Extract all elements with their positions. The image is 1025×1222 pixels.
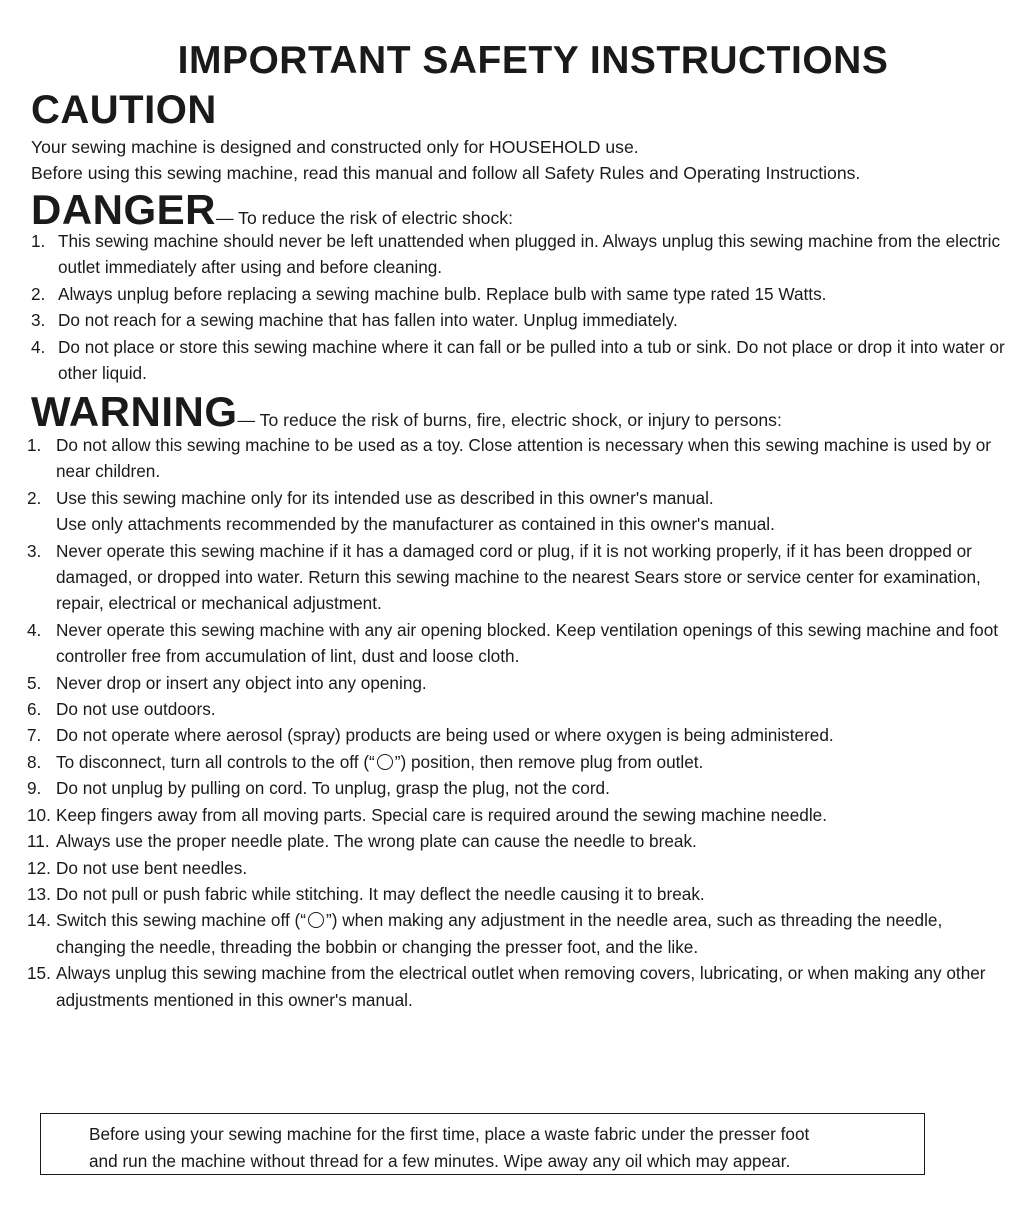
list-item [0,538,1020,617]
item-text: Do not place or store this sewing machine where it can fall or be pulled into a tub or sink. Do not place or drop it into water or other liquid. [58,336,1005,384]
warning-heading: WARNING [31,388,238,435]
item-number: 2. [27,487,42,508]
caution-heading: CAUTION [31,88,217,132]
item-text: ”) position, then remove plug from outlet. [394,751,704,772]
list-item [0,696,1020,722]
item-number: 5. [27,672,42,693]
list-item [0,228,1020,281]
item-text: Never drop or insert any object into any opening. [56,672,427,693]
item-number: 13. [27,883,51,904]
item-text: Do not unplug by pulling on cord. To unplug, grasp the plug, not the cord. [56,778,610,799]
list-item [0,432,1020,485]
item-number: 4. [27,619,42,640]
item-text: Never operate this sewing machine with any air opening blocked. Keep ventilation openings of this sewing machine and foot controller free from accumulation of lint, dust and loose cloth. [56,619,999,667]
item-text: Always unplug this sewing machine from the electrical outlet when removing covers, lubricating, or when making any other adjustments mentioned in this owner's manual. [56,963,986,1010]
list-item [0,855,1020,881]
list-item [0,670,1020,696]
item-number: 12. [27,857,51,878]
off-circle-icon [308,912,324,928]
list-item [0,907,1020,960]
list-item [0,617,1020,670]
item-text-second-line: Use only attachments recommended by the manufacturer as contained in this owner's manual. [56,514,775,535]
item-text: Do not use outdoors. [56,699,216,720]
item-number: 8. [27,751,42,772]
item-number: 1. [31,231,46,251]
item-number: 11. [27,831,50,852]
list-item [0,828,1020,854]
item-number: 2. [31,283,46,304]
item-number: 1. [27,435,42,455]
caution-text [31,134,860,186]
item-number: 14. [27,910,51,931]
item-text: Use this sewing machine only for its intended use as described in this owner's manual. [56,487,714,508]
notice-line: and run the machine without thread for a few minutes. Wipe away any oil which may appear. [89,1151,791,1171]
item-text: This sewing machine should never be left unattended when plugged in. Always unplug this sewing machine from the electric outlet immediately after using and before cleaning. [58,231,1001,278]
item-text: Always unplug before replacing a sewing machine bulb. Replace bulb with same type rated 15 Watts. [58,283,827,304]
list-item [0,881,1020,907]
item-text: To disconnect, turn all controls to the off (“ [56,751,375,772]
list-item [0,749,1020,775]
item-text: Do not use bent needles. [56,857,248,878]
list-item [0,960,1020,1013]
item-text: Always use the proper needle plate. The wrong plate can cause the needle to break. [56,831,697,852]
danger-heading-row [31,186,513,234]
list-item [0,307,1020,333]
off-circle-icon [377,754,393,770]
item-number: 10. [27,804,51,825]
page-title: IMPORTANT SAFETY INSTRUCTIONS [177,39,889,82]
first-use-notice-box [40,1113,925,1175]
item-text: Do not pull or push fabric while stitching. It may deflect the needle causing it to break. [56,883,705,904]
item-number: 7. [27,725,42,746]
caution-line: Your sewing machine is designed and constructed only for HOUSEHOLD use. [31,137,639,157]
notice-line: Before using your sewing machine for the first time, place a waste fabric under the presser foot [89,1124,810,1144]
warning-list [0,432,1020,1013]
item-number: 3. [27,540,42,561]
item-text: Do not allow this sewing machine to be used as a toy. Close attention is necessary when this sewing machine is used by or near children. [56,435,991,482]
item-text: ”) when making any adjustment in the needle area, such as threading the needle, changing the needle, threading the bobbin or changing the presser foot, and the like. [56,910,943,957]
item-number: 3. [31,310,46,331]
item-text: Never operate this sewing machine if it has a damaged cord or plug, if it is not working properly, if it has been dropped or damaged, or dropped into water. Return this sewing machine to the nearest Sears store or service center for examination, repair, electrical or mechanical adjustment. [56,540,981,614]
item-text: Keep fingers away from all moving parts. Special care is required around the sewing machine needle. [56,804,827,825]
item-text: Do not operate where aerosol (spray) products are being used or where oxygen is being administered. [56,725,834,746]
item-number: 4. [31,336,46,357]
danger-list [0,228,1020,386]
danger-subtitle: — To reduce the risk of electric shock: [216,208,513,228]
item-text: Do not reach for a sewing machine that has fallen into water. Unplug immediately. [58,310,678,331]
item-text: Switch this sewing machine off (“ [56,910,306,931]
list-item [0,485,1020,538]
item-number: 9. [27,778,42,799]
list-item [0,722,1020,748]
list-item [0,802,1020,828]
warning-heading-row [31,388,782,436]
item-number: 15. [27,963,51,984]
warning-subtitle: — To reduce the risk of burns, fire, electric shock, or injury to persons: [237,410,782,430]
caution-line: Before using this sewing machine, read this manual and follow all Safety Rules and Operating Instructions. [31,163,861,183]
list-item [0,334,1020,387]
item-number: 6. [27,699,42,720]
danger-heading: DANGER [31,186,217,233]
list-item [0,281,1020,307]
list-item [0,775,1020,801]
